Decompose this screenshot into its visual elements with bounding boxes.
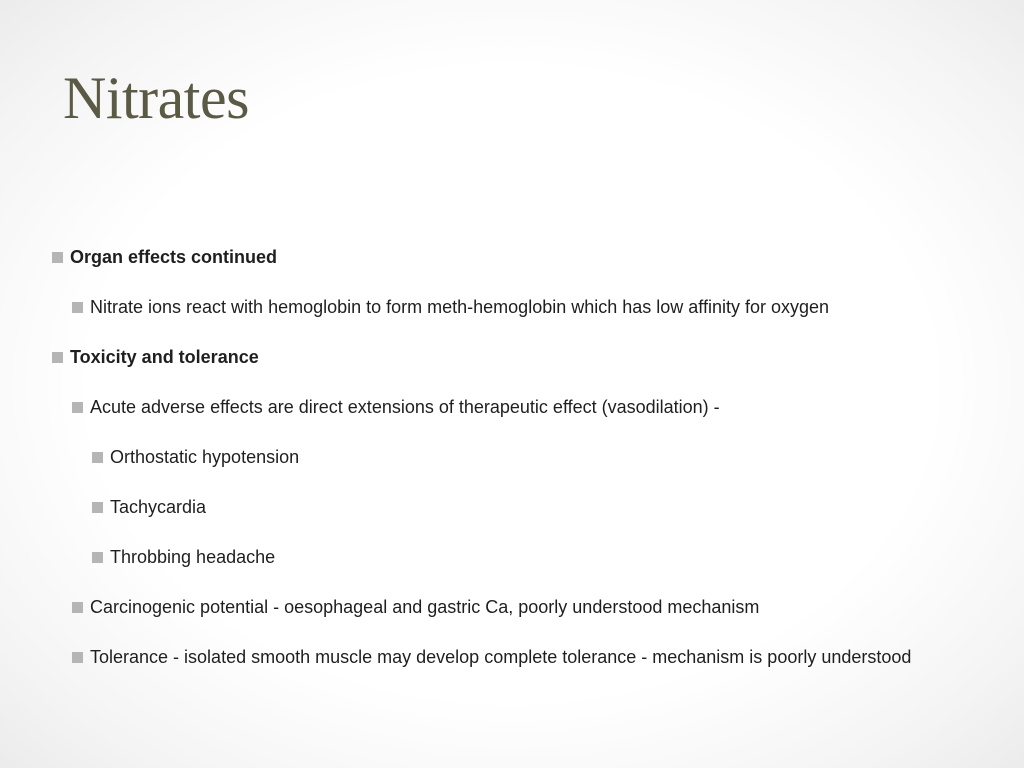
bullet-tolerance bbox=[72, 644, 911, 670]
bullet-organ-effects bbox=[52, 244, 277, 270]
bullet-text: Tachycardia bbox=[110, 496, 207, 517]
square-bullet-icon bbox=[72, 652, 83, 663]
bullet-acute-adverse-effects bbox=[72, 394, 720, 420]
square-bullet-icon bbox=[92, 452, 103, 463]
bullet-carcinogenic-potential bbox=[72, 594, 759, 620]
bullet-text: Carcinogenic potential - oesophageal and gastric Ca, poorly understood mechanism bbox=[90, 596, 760, 617]
square-bullet-icon bbox=[52, 252, 63, 263]
bullet-toxicity-tolerance bbox=[52, 344, 259, 370]
bullet-nitrate-ions bbox=[72, 294, 829, 320]
bullet-text: Throbbing headache bbox=[110, 546, 276, 567]
bullet-text: Nitrate ions react with hemoglobin to form meth-hemoglobin which has low affinity for oxygen bbox=[90, 296, 830, 317]
square-bullet-icon bbox=[72, 302, 83, 313]
bullet-text: Organ effects continued bbox=[70, 246, 278, 267]
bullet-throbbing-headache bbox=[92, 544, 275, 570]
bullet-text: Tolerance - isolated smooth muscle may develop complete tolerance - mechanism is poorly understood bbox=[90, 646, 912, 667]
bullet-tachycardia bbox=[92, 494, 206, 520]
square-bullet-icon bbox=[92, 502, 103, 513]
square-bullet-icon bbox=[52, 352, 63, 363]
square-bullet-icon bbox=[72, 402, 83, 413]
bullet-text: Toxicity and tolerance bbox=[70, 346, 259, 367]
bullet-text: Orthostatic hypotension bbox=[110, 446, 300, 467]
bullet-orthostatic-hypotension bbox=[92, 444, 299, 470]
slide-title: Nitrates bbox=[63, 65, 249, 131]
bullet-text: Acute adverse effects are direct extensions of therapeutic effect (vasodilation) - bbox=[90, 396, 720, 417]
square-bullet-icon bbox=[72, 602, 83, 613]
square-bullet-icon bbox=[92, 552, 103, 563]
